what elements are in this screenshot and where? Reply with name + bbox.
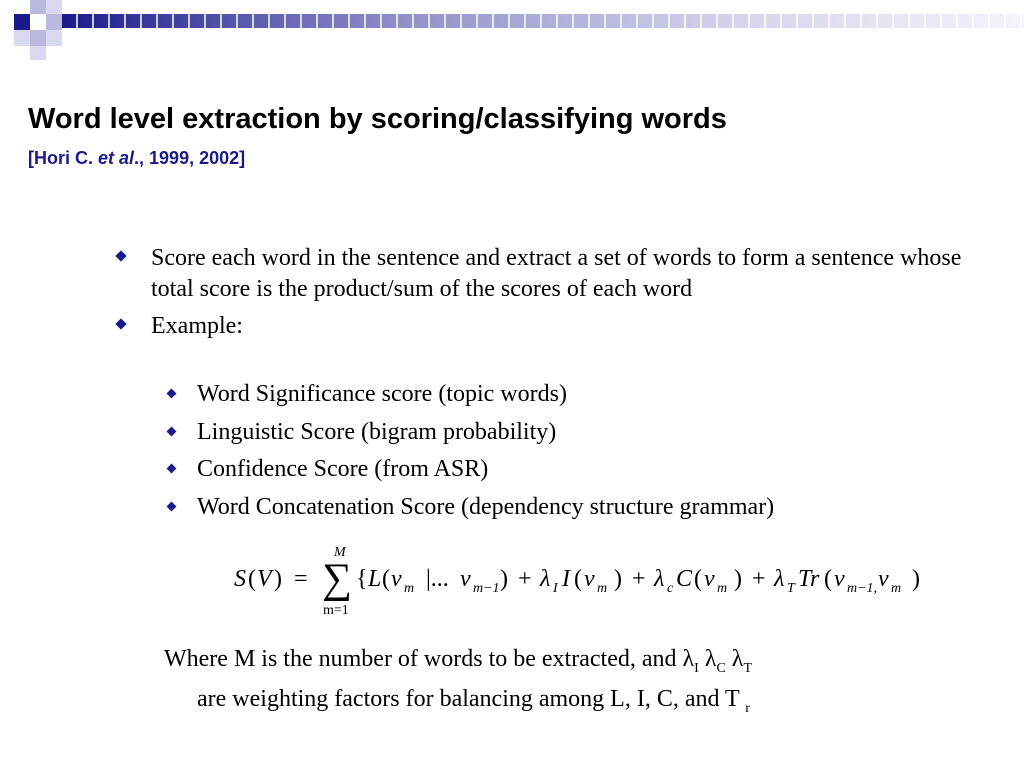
bullet-item	[112, 243, 992, 305]
citation	[28, 148, 245, 169]
citation-etal: et al	[98, 148, 135, 168]
lambda-symbol: λ	[682, 646, 695, 672]
where-line-1	[164, 644, 752, 684]
tr-sub: r	[745, 700, 750, 716]
formula-equals: =	[294, 566, 308, 592]
formula-paren: )	[274, 566, 282, 592]
formula-sum-upper: M	[334, 545, 346, 560]
formula-Tr: Tr	[798, 566, 820, 592]
formula-v: v	[834, 566, 845, 592]
formula-lambda: λ	[540, 566, 551, 592]
bullet-item	[112, 311, 992, 342]
formula-sigma: ∑	[322, 556, 352, 602]
formula-plus: +	[632, 566, 646, 592]
formula-plus: +	[518, 566, 532, 592]
formula-paren: )	[734, 566, 742, 592]
formula-sub-I: I	[553, 581, 558, 596]
formula-C: C	[676, 566, 693, 592]
sub-bullet-item	[160, 379, 1000, 410]
deco-square	[30, 30, 46, 46]
formula-sum-lower: m=1	[323, 603, 349, 618]
sub-bullet-text: Word Significance score (topic words)	[197, 381, 567, 407]
formula-bar: |...	[426, 566, 449, 592]
where-note	[164, 644, 752, 724]
formula-v: v	[584, 566, 595, 592]
deco-square	[14, 30, 30, 46]
formula-paren: (	[248, 566, 256, 592]
score-formula	[228, 538, 948, 625]
formula-sub-m1: m−1,	[847, 581, 878, 596]
sub-bullet-item	[160, 454, 1000, 485]
formula-paren: )	[912, 566, 920, 592]
sub-bullet-item	[160, 417, 1000, 448]
deco-square	[30, 46, 46, 60]
where-text: Where M is the number of words to be extracted, and	[164, 646, 683, 672]
formula-paren: (	[574, 566, 582, 592]
lambda-symbol: λ	[731, 646, 744, 672]
formula-L: L	[368, 566, 382, 592]
formula-v: v	[704, 566, 715, 592]
bullet-text: Score each word in the sentence and extract a set of words to form a sentence whose total score is the product/sum of the scores of each word	[151, 245, 962, 302]
formula-paren: (	[824, 566, 832, 592]
diamond-bullet-icon	[167, 501, 177, 511]
diamond-bullet-icon	[167, 389, 177, 399]
formula-paren: (	[382, 566, 390, 592]
diamond-bullet-icon	[167, 426, 177, 436]
deco-square	[14, 14, 30, 30]
formula-paren: )	[500, 566, 508, 592]
sub-bullet-text: Word Concatenation Score (dependency structure grammar)	[197, 493, 775, 520]
formula-plus: +	[752, 566, 766, 592]
deco-square	[46, 14, 62, 30]
slide-title: Word level extraction by scoring/classifying words	[28, 103, 727, 135]
formula-lambda: λ	[654, 566, 665, 592]
sub-bullet-item	[160, 492, 1000, 523]
main-bullet-list	[112, 243, 992, 348]
deco-square	[46, 30, 62, 46]
sub-bullet-list	[160, 379, 1000, 529]
deco-square	[46, 0, 62, 14]
formula-sub-m: m	[404, 581, 415, 596]
lambda-sub: I	[694, 660, 699, 676]
formula-sub-T: T	[787, 581, 795, 596]
sub-bullet-text: Confidence Score (from ASR)	[197, 456, 489, 482]
lambda-sub: C	[716, 660, 726, 676]
formula-sub-m: m	[597, 581, 608, 596]
deco-bar-segments	[62, 14, 1024, 28]
formula-lambda: λ	[774, 566, 785, 592]
formula-I: I	[562, 566, 570, 592]
citation-prefix: [Hori C.	[28, 148, 98, 168]
sub-bullet-text: Linguistic Score (bigram probability)	[197, 418, 557, 445]
formula-sub-m1: m−1	[473, 581, 500, 596]
where-line-2	[164, 684, 752, 724]
formula-paren: (	[694, 566, 702, 592]
formula-V: V	[257, 566, 272, 592]
citation-suffix: ., 1999, 2002]	[134, 148, 246, 168]
formula-svg	[228, 538, 948, 620]
lambda-symbol: λ	[704, 646, 717, 672]
lambda-sub: T	[743, 660, 752, 676]
formula-v: v	[391, 566, 402, 592]
formula-sub-c: c	[667, 581, 674, 596]
bullet-text: Example:	[151, 313, 243, 339]
where-text: are weighting factors for balancing among L, I, C, and T	[197, 685, 740, 712]
formula-v: v	[878, 566, 889, 592]
diamond-bullet-icon	[167, 464, 177, 474]
formula-v: v	[460, 566, 471, 592]
diamond-bullet-icon	[115, 250, 126, 261]
formula-paren: )	[614, 566, 622, 592]
formula-brace: {	[356, 566, 368, 592]
deco-square	[30, 0, 46, 14]
formula-sub-m: m	[717, 581, 728, 596]
formula-sub-m: m	[891, 581, 902, 596]
diamond-bullet-icon	[115, 318, 126, 329]
formula-S: S	[234, 566, 246, 592]
